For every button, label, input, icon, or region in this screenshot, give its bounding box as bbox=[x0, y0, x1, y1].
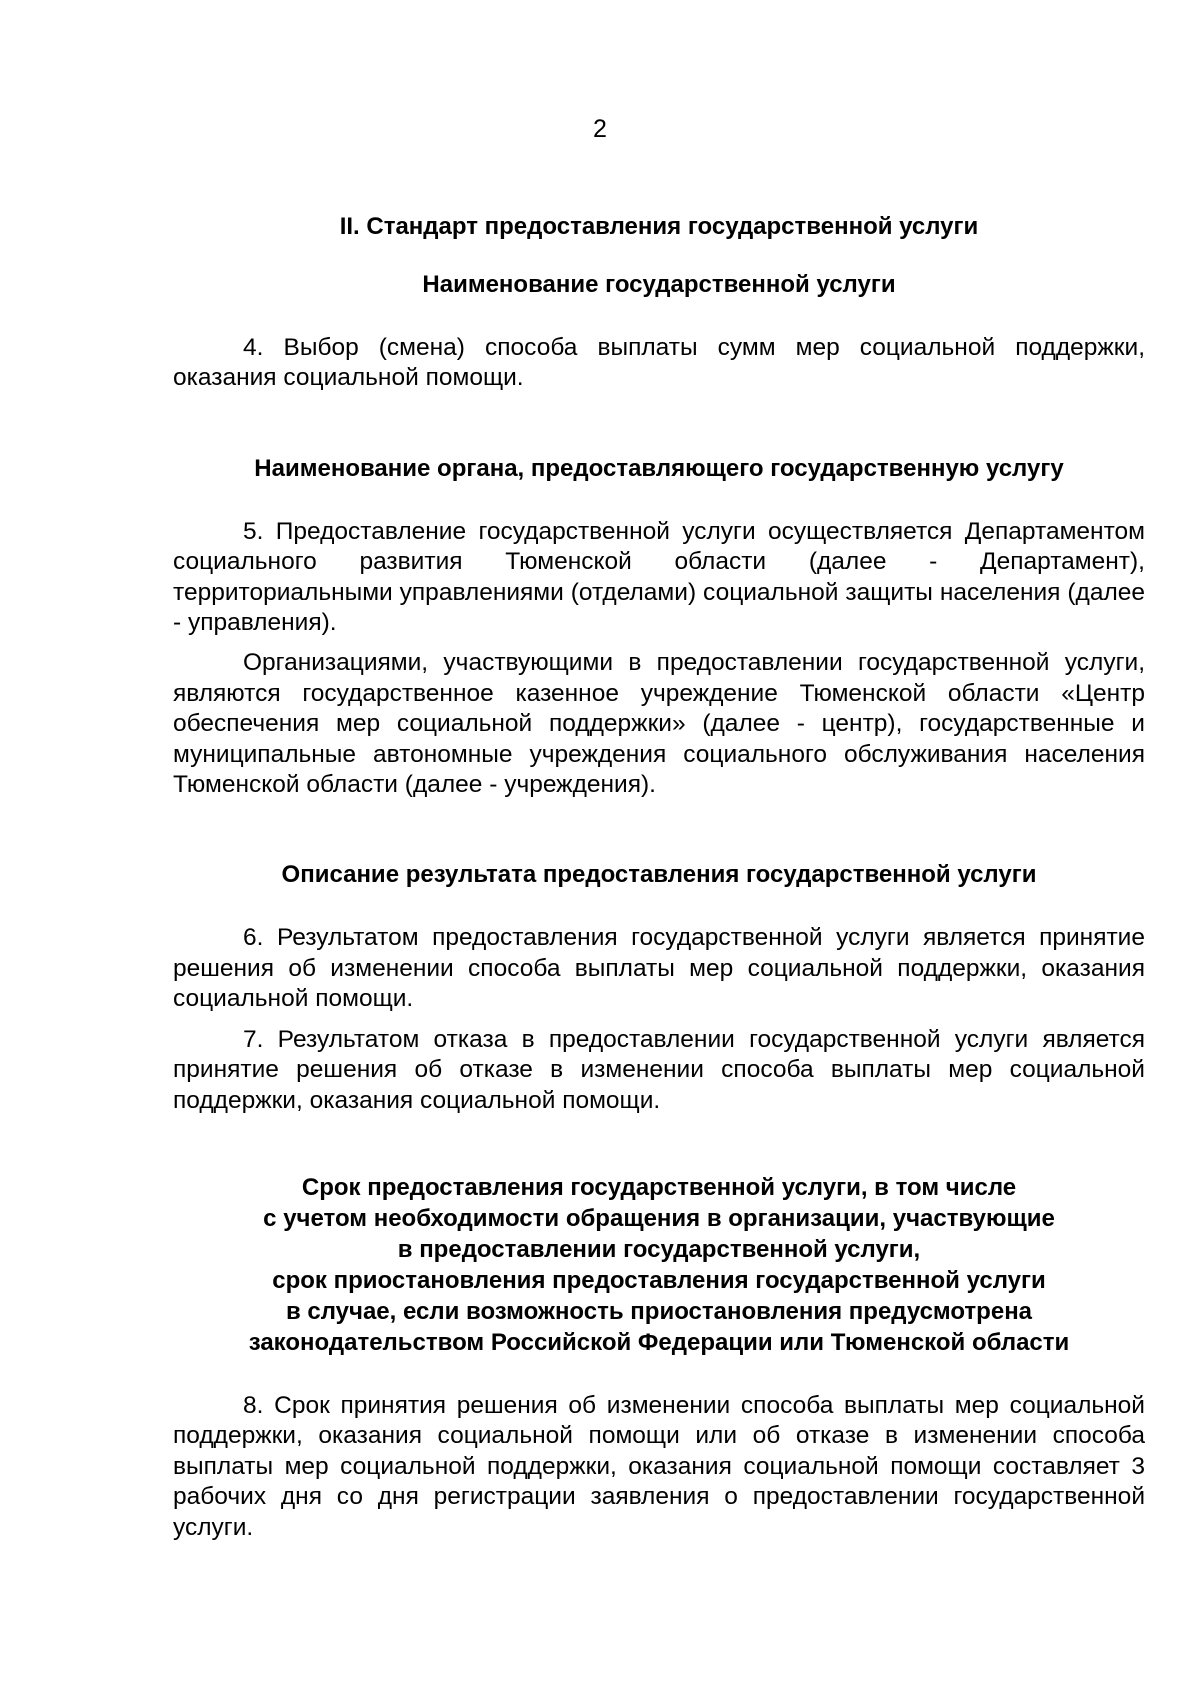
term-heading-line: с учетом необходимости обращения в организации, участвующие bbox=[263, 1204, 1055, 1232]
service-name-heading: Наименование государственной услуги bbox=[422, 271, 896, 298]
term-heading-line: законодательством Российской Федерации или Тюменской области bbox=[248, 1328, 1070, 1356]
paragraph-4: 4. Выбор (смена) способа выплаты сумм мер социальной поддержки, оказания социальной помощи. bbox=[173, 334, 1145, 392]
paragraph-5: 5. Предоставление государственной услуги осуществляется Департаментом социального развития Тюменской области (далее - Департамент), территориальными управлениями (отделами) социальной защиты населения (далее - управления). bbox=[173, 517, 1145, 637]
result-heading: Описание результата предоставления государственной услуги bbox=[281, 861, 1037, 889]
authority-heading: Наименование органа, предоставляющего государственную услугу bbox=[254, 454, 1064, 482]
paragraph-5-organizations: Организациями, участвующими в предоставлении государственной услуги, являются государственное казенное учреждение Тюменской области «Центр обеспечения мер социальной поддержки» (далее - центр), государственные и муниципальные автономные учреждения социального обслуживания населения Тюменской области (далее - учреждения). bbox=[173, 649, 1145, 799]
term-heading-line: срок приостановления предоставления государственной услуги bbox=[272, 1266, 1046, 1294]
section-title: II. Стандарт предоставления государственной услуги bbox=[339, 213, 979, 240]
document-body bbox=[173, 212, 1145, 1543]
term-heading bbox=[173, 1172, 1145, 1358]
paragraph-6: 6. Результатом предоставления государственной услуги является принятие решения об изменении способа выплаты мер социальной поддержки, оказания социальной помощи. bbox=[173, 924, 1145, 1013]
paragraph-8: 8. Срок принятия решения об изменении способа выплаты мер социальной поддержки, оказания социальной помощи или об отказе в изменении способа выплаты мер социальной поддержки, оказания социальной помощи составляет 3 рабочих дня со дня регистрации заявления о предоставлении государственной услуги. bbox=[173, 1391, 1145, 1541]
term-heading-line: в предоставлении государственной услуги, bbox=[397, 1235, 921, 1263]
paragraph-7: 7. Результатом отказа в предоставлении государственной услуги является принятие решения об отказе в изменении способа выплаты мер социальной поддержки, оказания социальной помощи. bbox=[173, 1025, 1145, 1114]
term-heading-line: Срок предоставления государственной услуги, в том числе bbox=[301, 1173, 1017, 1201]
term-heading-line: в случае, если возможность приостановления предусмотрена bbox=[285, 1297, 1033, 1325]
page-number: 2 bbox=[593, 115, 607, 143]
